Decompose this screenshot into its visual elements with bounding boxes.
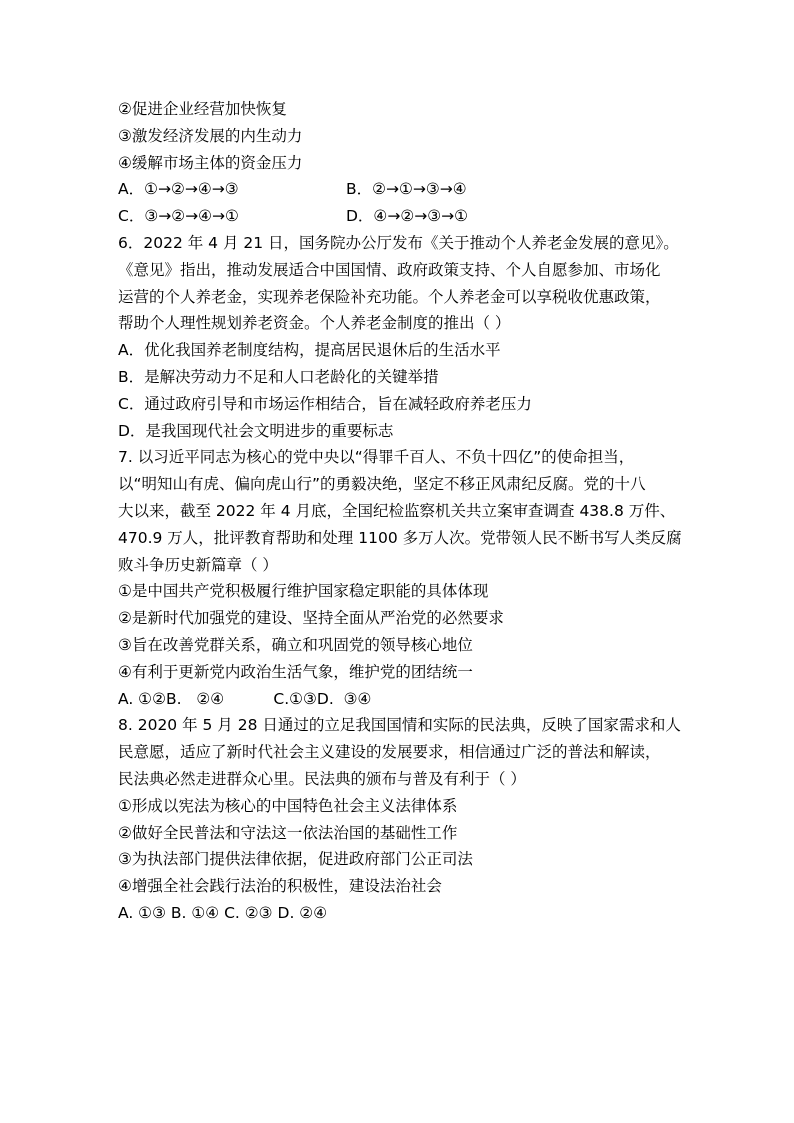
q5-option-d[interactable]: D．④→②→③→① xyxy=(346,207,468,226)
q7-stem-line: 7. 以习近平同志为核心的党中央以“得罪千百人、不负十四亿”的使命担当， xyxy=(118,448,635,467)
q6-stem-line: 《意见》指出，推动发展适合中国国情、政府政策支持、个人自愿参加、市场化 xyxy=(118,260,661,279)
exam-page xyxy=(118,96,682,927)
q5-item-3: ③激发经济发展的内生动力 xyxy=(118,126,303,145)
question-7 xyxy=(118,444,682,712)
q8-item-3: ③为执法部门提供法律依据，促进政府部门公正司法 xyxy=(118,850,473,869)
q7-stem-line: 470.9 万人，批评教育帮助和处理 1100 多万人次。党带领人民不断书写人类反腐 xyxy=(118,528,682,547)
q7-stem-line: 大以来，截至 2022 年 4 月底，全国纪检监察机关共立案审查调查 438.8 万件、 xyxy=(118,501,676,520)
question-6 xyxy=(118,230,678,444)
q8-item-1: ①形成以宪法为核心的中国特色社会主义法律体系 xyxy=(118,796,458,815)
q8-item-2: ②做好全民普法和守法这一依法治国的基础性工作 xyxy=(118,823,458,842)
q8-stem-line: 8. 2020 年 5 月 28 日通过的立足我国国情和实际的民法典，反映了国家需求和人 xyxy=(118,716,681,735)
q5-item-4: ④缓解市场主体的资金压力 xyxy=(118,153,303,172)
q6-stem-line: 运营的个人养老金，实现养老保险补充功能。个人养老金可以享税收优惠政策， xyxy=(118,287,661,306)
q5-option-a[interactable]: A．①→②→④→③ xyxy=(118,180,239,199)
q8-stem-line: 民法典必然走进群众心里。民法典的颁布与普及有利于（ ） xyxy=(118,769,526,788)
q7-stem-line: 败斗争历史新篇章（ ） xyxy=(118,555,278,574)
q6-option-b[interactable]: B．是解决劳动力不足和人口老龄化的关键举措 xyxy=(118,367,439,386)
q7-item-2: ②是新时代加强党的建设、坚持全面从严治党的必然要求 xyxy=(118,609,504,628)
q7-stem-line: 以“明知山有虎、偏向虎山行”的勇毅决绝，坚定不移正风肃纪反腐。党的十八 xyxy=(118,475,646,494)
q6-stem-line: 6．2022 年 4 月 21 日，国务院办公厅发布《关于推动个人养老金发展的意见》。 xyxy=(118,233,679,252)
q8-stem-line: 民意愿，适应了新时代社会主义建设的发展要求，相信通过广泛的普法和解读， xyxy=(118,743,661,762)
q6-option-c[interactable]: C．通过政府引导和市场运作相结合，旨在减轻政府养老压力 xyxy=(118,394,532,413)
q7-item-1: ①是中国共产党积极履行维护国家稳定职能的具体体现 xyxy=(118,582,489,601)
question-5 xyxy=(118,96,678,230)
q8-item-4: ④增强全社会践行法治的积极性，建设法治社会 xyxy=(118,877,442,896)
q8-answer-options[interactable]: A. ①③ B. ①④ C. ②③ D. ②④ xyxy=(118,903,328,922)
q5-item-2: ②促进企业经营加快恢复 xyxy=(118,100,287,118)
q5-options-row-1 xyxy=(118,176,678,203)
q7-item-3: ③旨在改善党群关系，确立和巩固党的领导核心地位 xyxy=(118,635,473,654)
q6-option-d[interactable]: D．是我国现代社会文明进步的重要标志 xyxy=(118,421,394,440)
q6-stem-line: 帮助个人理性规划养老资金。个人养老金制度的推出（ ） xyxy=(118,314,511,333)
q6-option-a[interactable]: A．优化我国养老制度结构，提高居民退休后的生活水平 xyxy=(118,341,501,360)
q7-answer-options[interactable]: A. ①②B. ②④ C.①③D. ③④ xyxy=(118,689,372,708)
question-8 xyxy=(118,712,681,926)
q7-item-4: ④有利于更新党内政治生活气象，维护党的团结统一 xyxy=(118,662,473,681)
q5-option-b[interactable]: B．②→①→③→④ xyxy=(346,180,467,199)
q5-option-c[interactable]: C．③→②→④→① xyxy=(118,207,239,226)
q5-options-row-2 xyxy=(118,203,678,230)
